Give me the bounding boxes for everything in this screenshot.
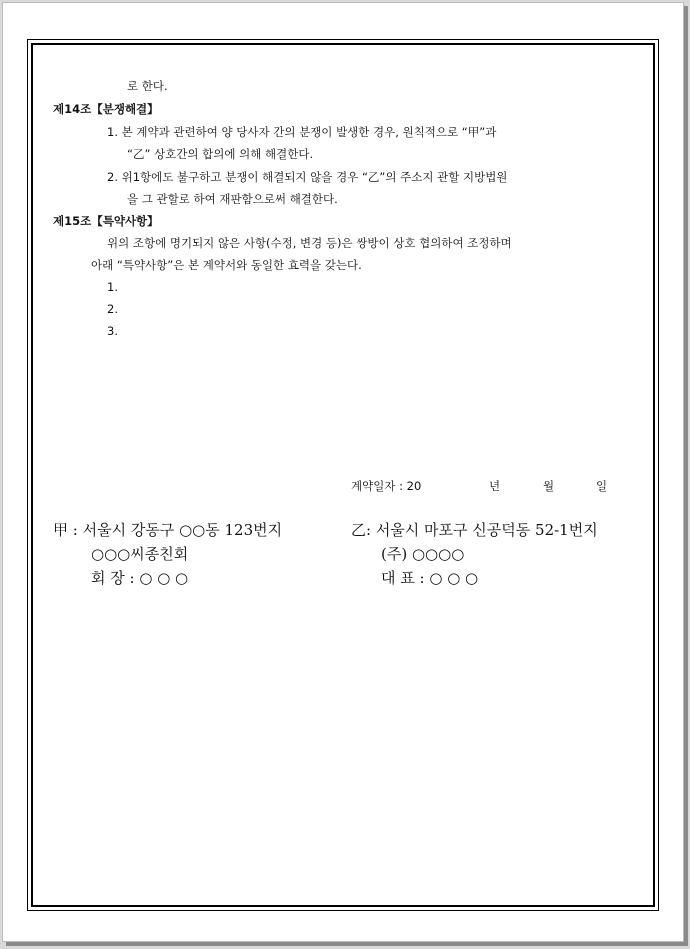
article-15-text-cont: 아래 “특약사항”은 본 계약서와 동일한 효력을 갖는다. <box>91 258 362 272</box>
page-border-inner <box>31 43 655 907</box>
special-term-1: 1. <box>107 280 118 294</box>
article-14-clause-2-cont: 을 그 관할로 하여 재판함으로써 해결한다. <box>127 192 338 206</box>
party-a-name: ○○○씨종친회 <box>91 545 189 563</box>
contract-date-year: 년 <box>489 479 501 493</box>
contract-body <box>33 45 653 905</box>
article-14-clause-1-cont: “乙” 상호간의 합의에 의해 해결한다. <box>127 147 314 161</box>
special-term-2: 2. <box>107 302 118 316</box>
special-term-3: 3. <box>107 324 118 338</box>
contract-date-day: 일 <box>596 479 608 493</box>
party-b-representative: 대 표 : ○ ○ ○ <box>381 569 479 587</box>
party-b-name: (주) ○○○○ <box>381 545 465 563</box>
article-14-clause-1: 1. 본 계약과 관련하여 양 당사자 간의 분쟁이 발생한 경우, 원칙적으로 “甲”과 <box>107 125 497 139</box>
article-14-clause-2: 2. 위1항에도 불구하고 분쟁이 해결되지 않을 경우 “乙”의 주소지 관할 지방법원 <box>107 170 508 184</box>
article-14-title: 제14조【분쟁해결】 <box>53 102 159 116</box>
contract-date-month: 월 <box>543 479 555 493</box>
article-15-title: 제15조【특약사항】 <box>53 214 159 228</box>
text-line-continuation: 로 한다. <box>127 79 168 93</box>
contract-date-label: 계약일자 : 20 <box>351 479 422 493</box>
party-b-address: 乙: 서울시 마포구 신공덕동 52-1번지 <box>351 521 598 539</box>
document-page <box>2 2 684 942</box>
party-a-representative: 회 장 : ○ ○ ○ <box>91 569 189 587</box>
party-a-address: 甲 : 서울시 강동구 ○○동 123번지 <box>53 521 283 539</box>
page-border-outer <box>27 39 659 911</box>
article-15-text: 위의 조항에 명기되지 않은 사항(수정, 변경 등)은 쌍방이 상호 협의하여 조정하며 <box>107 236 512 250</box>
